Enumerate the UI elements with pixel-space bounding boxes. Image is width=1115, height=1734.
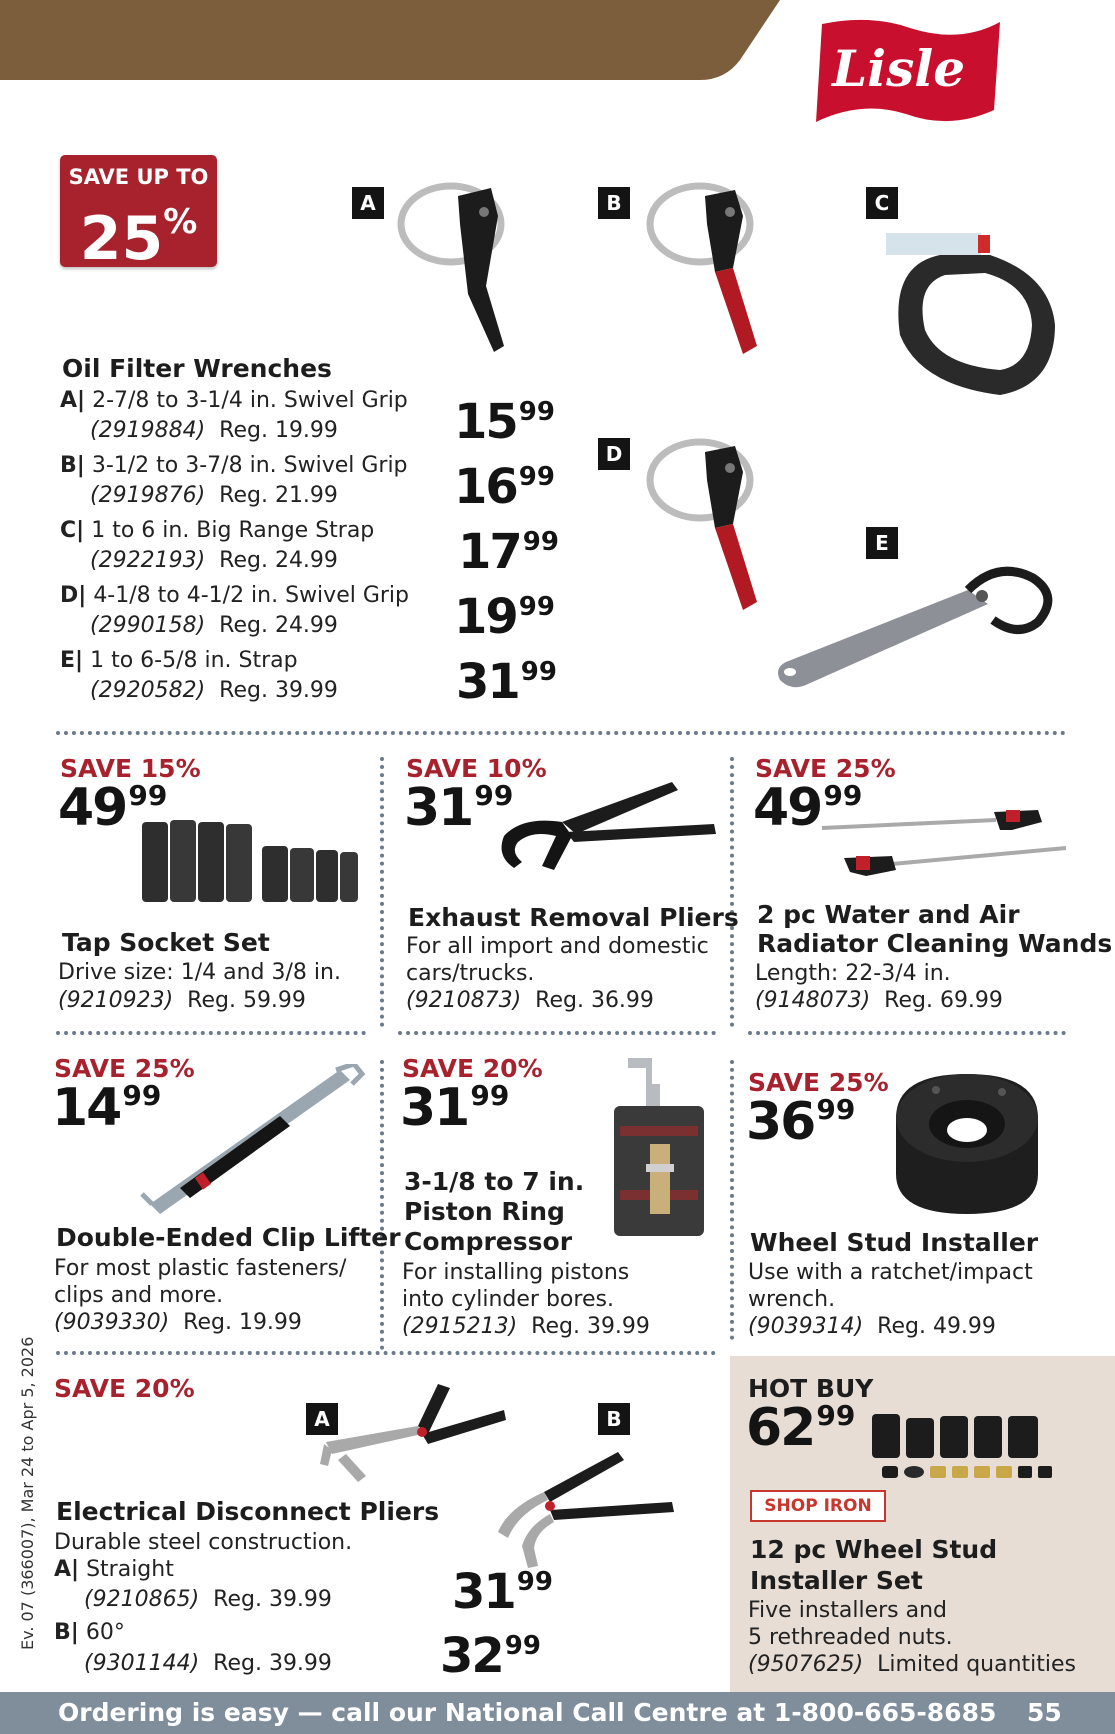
wrench-e-image [768,560,1068,695]
lisle-logo [810,14,1006,134]
oil-filter-item-a-detail: (2919884) Reg. 19.99 [90,418,338,443]
oil-filter-item-d: D| 4-1/8 to 4-1/2 in. Swivel Grip [60,583,410,608]
hot-buy-detail: (9507625) Limited quantities [748,1652,1076,1677]
logo-text: Lisle [832,39,966,98]
tag-b: B [598,187,630,219]
exhaust-save: SAVE 10% [406,754,547,783]
piston-desc2: into cylinder bores. [402,1287,614,1312]
tag-a: A [352,187,384,219]
clip-lifter-desc2: clips and more. [54,1283,224,1308]
divider [56,1351,716,1355]
exhaust-desc1: For all import and domestic [406,934,709,959]
badge-label: SAVE UP TO [68,165,209,189]
tap-socket-price: 4999 [58,778,168,838]
divider [730,757,734,1027]
piston-price: 3199 [400,1078,510,1138]
wands-title-1: 2 pc Water and Air [757,900,1020,929]
clip-lifter-desc1: For most plastic fasteners/ [54,1256,347,1281]
disconnect-item-a-detail: (9210865) Reg. 39.99 [84,1587,332,1612]
wrench-c-image [880,225,1060,410]
tag-d: D [598,438,630,470]
shop-iron-logo: SHOP IRON [750,1490,886,1522]
clip-lifter-detail: (9039330) Reg. 19.99 [54,1310,302,1335]
oil-filter-item-c: C| 1 to 6 in. Big Range Strap [60,518,375,543]
footer-phone-text: Ordering is easy — call our National Call Centre at 1-800-665-8685 [58,1698,997,1727]
exhaust-price: 3199 [404,778,514,838]
badge-value: 25% [79,202,198,274]
hot-buy-desc2: 5 rethreaded nuts. [748,1625,953,1650]
tap-socket-save: SAVE 15% [60,754,201,783]
oil-filter-item-a: A| 2-7/8 to 3-1/4 in. Swivel Grip [60,388,408,413]
price-a: 1599 [454,394,555,450]
wheel-stud-installer-image [892,1070,1042,1218]
piston-detail: (2915213) Reg. 39.99 [402,1314,650,1339]
radiator-wands-image [816,800,1072,890]
divider [748,1031,1066,1035]
wands-price: 4999 [753,778,863,838]
disconnect-item-b: B| 60° [54,1620,125,1645]
disconnect-price-b: 3299 [440,1628,541,1684]
hot-buy-title-2: Installer Set [750,1566,923,1595]
wrench-b-image [645,176,795,361]
disconnect-desc: Durable steel construction. [54,1530,353,1555]
save-up-to-badge [60,155,217,274]
wheel-stud-set-image [868,1410,1068,1486]
wheel-stud-detail: (9039314) Reg. 49.99 [748,1314,996,1339]
divider [380,757,384,1027]
hot-buy-price: 6299 [746,1398,856,1458]
disconnect-item-a: A| Straight [54,1557,174,1582]
piston-title-2: Piston Ring [404,1197,565,1226]
hot-buy-title-1: 12 pc Wheel Stud [750,1535,998,1564]
price-b: 1699 [454,459,555,515]
wheel-stud-price: 3699 [746,1092,856,1152]
wrench-a-image [396,176,546,361]
oil-filter-title: Oil Filter Wrenches [62,354,332,383]
oil-filter-item-b: B| 3-1/2 to 3-7/8 in. Swivel Grip [60,453,408,478]
hot-buy-desc1: Five installers and [748,1598,947,1623]
price-e: 3199 [456,654,557,710]
tag-pliers-a: A [306,1403,338,1435]
disconnect-save: SAVE 20% [54,1374,195,1403]
wheel-stud-title: Wheel Stud Installer [750,1228,1039,1257]
wands-detail: (9148073) Reg. 69.99 [755,988,1003,1013]
hot-buy-label: HOT BUY [748,1374,874,1403]
tag-pliers-b: B [598,1403,630,1435]
piston-compressor-image [610,1054,710,1244]
price-d: 1999 [454,589,555,645]
piston-title-3: Compressor [404,1227,573,1256]
oil-filter-item-b-detail: (2919876) Reg. 21.99 [90,483,338,508]
piston-desc1: For installing pistons [402,1260,630,1285]
wheel-stud-save: SAVE 25% [748,1068,889,1097]
divider [56,1031,366,1035]
exhaust-desc2: cars/trucks. [406,961,535,986]
clip-lifter-image [140,1064,380,1224]
oil-filter-item-e-detail: (2920582) Reg. 39.99 [90,678,338,703]
divider [398,1031,716,1035]
price-c: 1799 [458,524,559,580]
event-date-note: Ev. 07 (366007), Mar 24 to Apr 5, 2026 [18,1336,37,1650]
exhaust-detail: (9210873) Reg. 36.99 [406,988,654,1013]
tap-socket-image [140,818,360,908]
exhaust-title: Exhaust Removal Pliers [408,903,739,932]
disconnect-pliers-b-image [488,1448,683,1573]
disconnect-item-b-detail: (9301144) Reg. 39.99 [84,1651,332,1676]
page-number: 55 [1027,1698,1062,1727]
divider [380,1060,384,1350]
footer-bar [0,1692,1115,1734]
oil-filter-item-e: E| 1 to 6-5/8 in. Strap [60,648,298,673]
wands-title-2: Radiator Cleaning Wands [757,929,1113,958]
clip-lifter-title: Double-Ended Clip Lifter [56,1223,401,1252]
wheel-stud-desc1: Use with a ratchet/impact [748,1260,1033,1285]
divider [730,1060,734,1340]
wands-save: SAVE 25% [755,754,896,783]
exhaust-pliers-image [492,776,722,876]
piston-save: SAVE 20% [402,1054,543,1083]
tag-c: C [866,187,898,219]
clip-lifter-price: 1499 [52,1078,162,1138]
tap-socket-title: Tap Socket Set [62,928,270,957]
disconnect-price-a: 3199 [452,1564,553,1620]
disconnect-pliers-a-image [318,1382,508,1507]
tap-socket-desc: Drive size: 1/4 and 3/8 in. [58,960,341,985]
wheel-stud-desc2: wrench. [748,1287,836,1312]
tag-e: E [866,527,898,559]
oil-filter-item-d-detail: (2990158) Reg. 24.99 [90,613,338,638]
tap-socket-detail: (9210923) Reg. 59.99 [58,988,306,1013]
divider [56,731,1066,735]
disconnect-title: Electrical Disconnect Pliers [56,1497,440,1526]
wands-desc: Length: 22-3/4 in. [755,961,951,986]
clip-lifter-save: SAVE 25% [54,1054,195,1083]
piston-title-1: 3-1/8 to 7 in. [404,1167,585,1196]
oil-filter-item-c-detail: (2922193) Reg. 24.99 [90,548,338,573]
